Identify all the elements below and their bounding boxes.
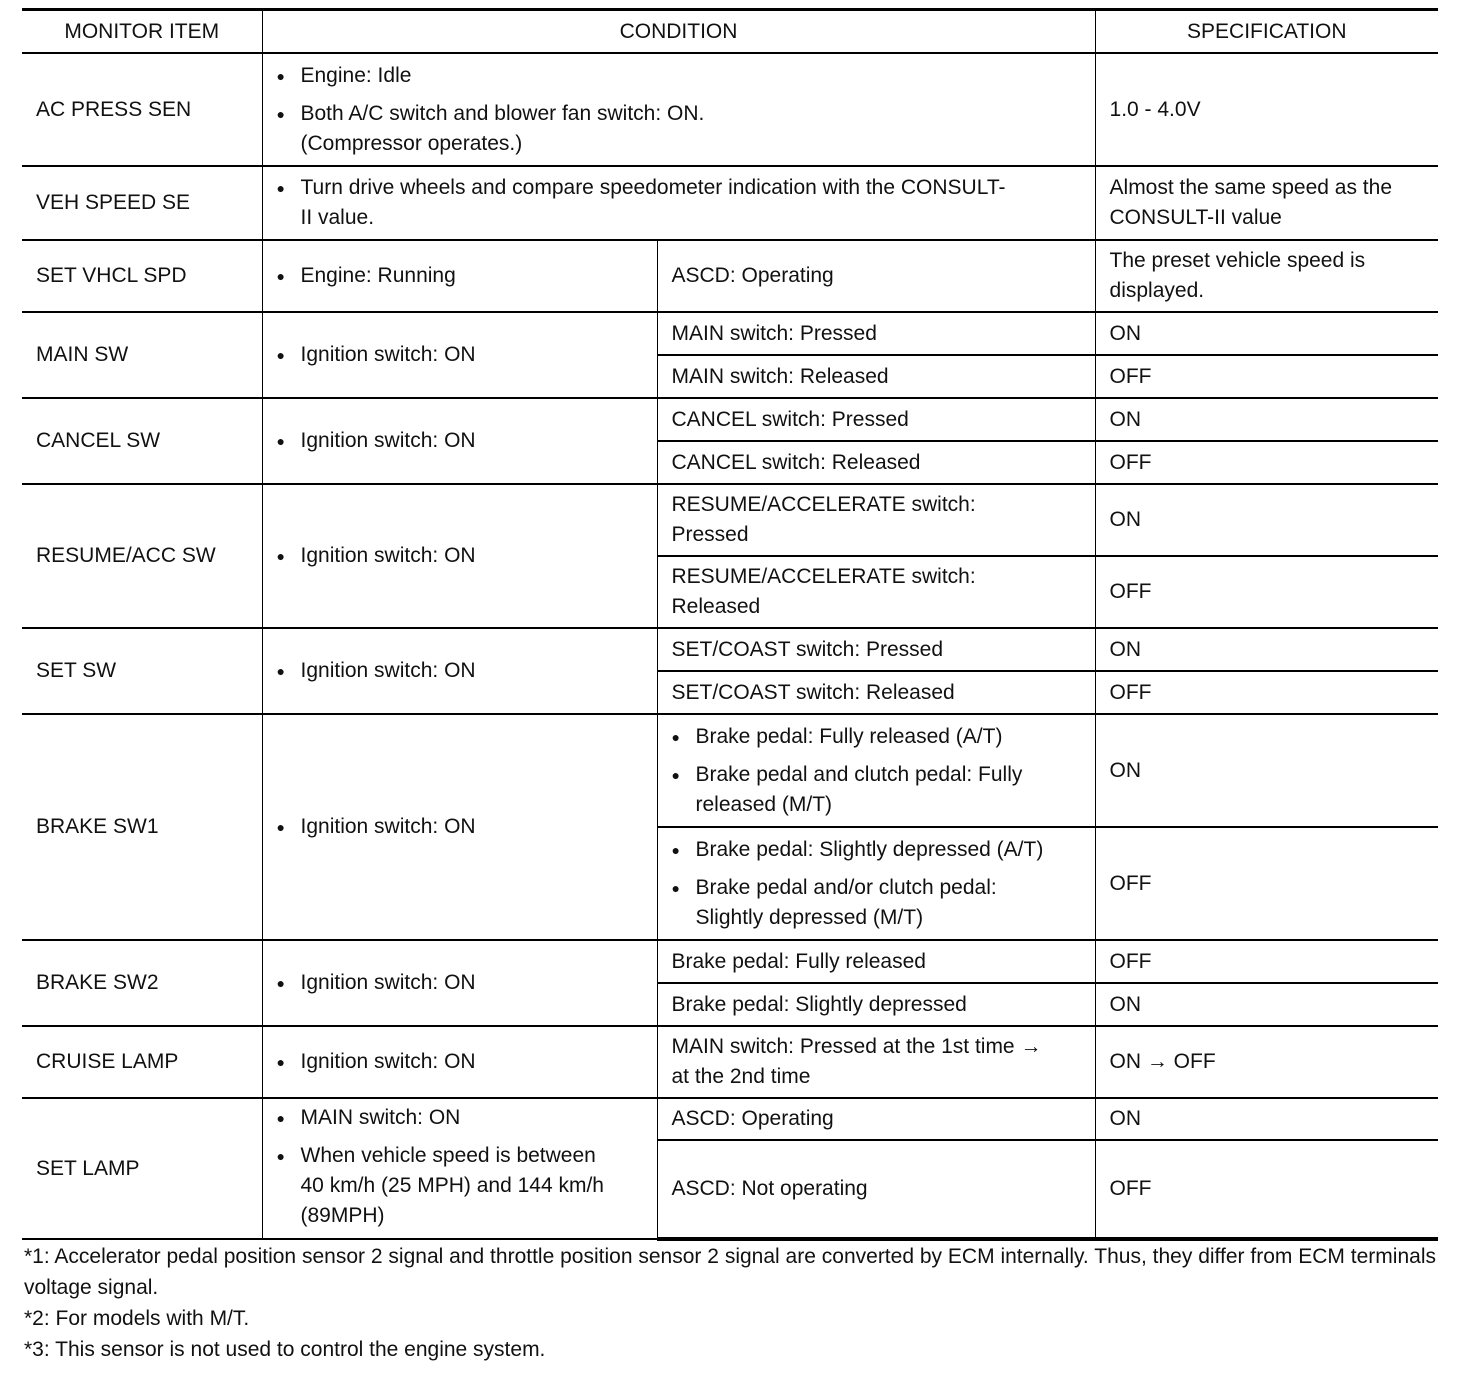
- footnote-3: *3: This sensor is not used to control the engine system.: [24, 1338, 546, 1361]
- specification: ON: [1095, 628, 1438, 671]
- bullet-item: ● Ignition switch: ON: [277, 968, 643, 998]
- footnotes: [24, 1241, 1436, 1365]
- specification: ON: [1095, 398, 1438, 441]
- table-row: [22, 312, 1438, 355]
- monitor-item: RESUME/ACC SW: [22, 484, 262, 628]
- sub-condition: [657, 714, 1095, 827]
- bullet-item: ● Brake pedal: Fully released (A/T): [672, 722, 1081, 752]
- specification: The preset vehicle speed is displayed.: [1095, 240, 1438, 312]
- bullet-item: ● Ignition switch: ON: [277, 340, 643, 370]
- sub-condition: Brake pedal: Fully released: [657, 940, 1095, 983]
- condition: [262, 940, 657, 1026]
- specification: OFF: [1095, 827, 1438, 940]
- bullet-item: ● Ignition switch: ON: [277, 656, 643, 686]
- monitor-item: BRAKE SW1: [22, 714, 262, 940]
- bullet-item: ● Brake pedal and/or clutch pedal: Slightly depressed (M/T): [672, 873, 1081, 933]
- sub-condition: [657, 827, 1095, 940]
- table-row: [22, 1098, 1438, 1140]
- condition: [262, 1098, 657, 1239]
- sub-condition: MAIN switch: Pressed at the 1st time → at the 2nd time: [657, 1026, 1095, 1098]
- monitor-item: SET LAMP: [22, 1098, 262, 1239]
- bullet-item: ● Ignition switch: ON: [277, 426, 643, 456]
- specification: OFF: [1095, 441, 1438, 484]
- bullet-item: ● Ignition switch: ON: [277, 541, 643, 571]
- specification: ON: [1095, 1098, 1438, 1140]
- bullet-item: ● Engine: Running: [277, 261, 643, 291]
- condition: [262, 166, 1095, 240]
- bullet-item: ● When vehicle speed is between 40 km/h (25 MPH) and 144 km/h (89MPH): [277, 1141, 643, 1231]
- header-condition: CONDITION: [262, 10, 1095, 54]
- header-row: [22, 10, 1438, 54]
- sub-condition: CANCEL switch: Released: [657, 441, 1095, 484]
- table-row: [22, 1026, 1438, 1098]
- header-monitor-item: MONITOR ITEM: [22, 10, 262, 54]
- table-row: [22, 628, 1438, 671]
- monitor-item: MAIN SW: [22, 312, 262, 398]
- bullet-item: ● MAIN switch: ON: [277, 1103, 643, 1133]
- bullet-item: ● Brake pedal and clutch pedal: Fully released (M/T): [672, 760, 1081, 820]
- condition: [262, 53, 1095, 166]
- specification: Almost the same speed as the CONSULT-II value: [1095, 166, 1438, 240]
- monitor-item: VEH SPEED SE: [22, 166, 262, 240]
- specification: ON: [1095, 312, 1438, 355]
- table-row: [22, 484, 1438, 556]
- bullet-item: ● Engine: Idle: [277, 61, 1081, 91]
- monitor-item: SET VHCL SPD: [22, 240, 262, 312]
- condition: [262, 628, 657, 714]
- sub-condition: ASCD: Not operating: [657, 1140, 1095, 1239]
- condition: [262, 714, 657, 940]
- sub-condition: ASCD: Operating: [657, 1098, 1095, 1140]
- sub-condition: RESUME/ACCELERATE switch: Released: [657, 556, 1095, 628]
- condition: [262, 1026, 657, 1098]
- monitor-item: AC PRESS SEN: [22, 53, 262, 166]
- monitor-item: CANCEL SW: [22, 398, 262, 484]
- sub-condition: CANCEL switch: Pressed: [657, 398, 1095, 441]
- table-row: [22, 940, 1438, 983]
- sub-condition: MAIN switch: Released: [657, 355, 1095, 398]
- condition: [262, 240, 657, 312]
- sub-condition: RESUME/ACCELERATE switch: Pressed: [657, 484, 1095, 556]
- sub-condition: SET/COAST switch: Released: [657, 671, 1095, 714]
- bullet-item: ● Turn drive wheels and compare speedometer indication with the CONSULT- II value.: [277, 173, 1081, 233]
- table-row: [22, 398, 1438, 441]
- bullet-item: ● Ignition switch: ON: [277, 812, 643, 842]
- specification: OFF: [1095, 671, 1438, 714]
- condition: [262, 398, 657, 484]
- footnote-2: *2: For models with M/T.: [24, 1307, 250, 1330]
- specification: ON: [1095, 714, 1438, 827]
- table-row: [22, 53, 1438, 166]
- bullet-item: ● Brake pedal: Slightly depressed (A/T): [672, 835, 1081, 865]
- sub-condition: SET/COAST switch: Pressed: [657, 628, 1095, 671]
- sub-condition: Brake pedal: Slightly depressed: [657, 983, 1095, 1026]
- table-row: [22, 240, 1438, 312]
- table-row: [22, 714, 1438, 827]
- specification: 1.0 - 4.0V: [1095, 53, 1438, 166]
- condition: [262, 312, 657, 398]
- specification: ON: [1095, 983, 1438, 1026]
- condition: [262, 484, 657, 628]
- specification: OFF: [1095, 556, 1438, 628]
- header-specification: SPECIFICATION: [1095, 10, 1438, 54]
- specification: OFF: [1095, 355, 1438, 398]
- monitor-item: CRUISE LAMP: [22, 1026, 262, 1098]
- bullet-item: ● Both A/C switch and blower fan switch: ON. (Compressor operates.): [277, 99, 1081, 159]
- sub-condition: MAIN switch: Pressed: [657, 312, 1095, 355]
- bullet-item: ● Ignition switch: ON: [277, 1047, 643, 1077]
- specification: ON: [1095, 484, 1438, 556]
- sub-condition: ASCD: Operating: [657, 240, 1095, 312]
- footnote-1: *1: Accelerator pedal position sensor 2 signal and throttle position sensor 2 signal are converted by ECM internally. Thus, they differ from ECM terminals voltage signal.: [24, 1245, 1436, 1299]
- monitor-item: SET SW: [22, 628, 262, 714]
- table-row: [22, 166, 1438, 240]
- specification: OFF: [1095, 940, 1438, 983]
- monitor-item: BRAKE SW2: [22, 940, 262, 1026]
- monitor-spec-table: [22, 8, 1438, 1241]
- specification: ON → OFF: [1095, 1026, 1438, 1098]
- specification: OFF: [1095, 1140, 1438, 1239]
